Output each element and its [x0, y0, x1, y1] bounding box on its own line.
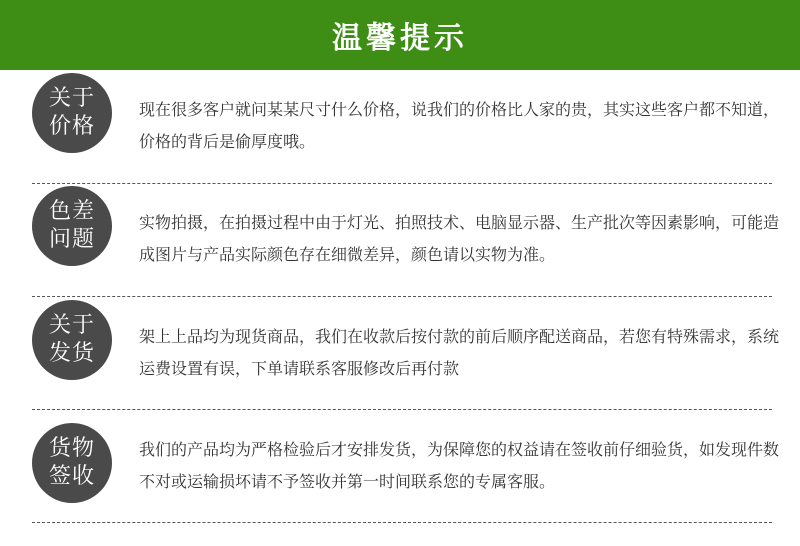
section-text-color-difference: 实物拍摄，在拍摄过程中由于灯光、拍照技术、电脑显示器、生产批次等因素影响，可能造成图片与产品实际颜色存在细微差异，颜色请以实物为准。: [139, 213, 780, 264]
page-title: 温馨提示: [332, 21, 468, 56]
badge-line: 价格: [48, 114, 95, 139]
badge-line: 色差: [48, 199, 95, 224]
badge-line: 签收: [48, 464, 95, 489]
badge-line: 关于: [48, 86, 95, 111]
badge-shipping: [32, 300, 112, 380]
divider: [32, 409, 772, 410]
badge-color-difference: [32, 186, 112, 266]
divider: [32, 183, 772, 184]
divider: [32, 522, 772, 523]
section-text-receipt: 我们的产品均为严格检验后才安排发货，为保障您的权益请在签收前仔细验货，如发现件数不对或运输损坏请不予签收并第一时间联系您的专属客服。: [139, 440, 780, 491]
section-text-price: 现在很多客户就问某某尺寸什么价格，说我们的价格比人家的贵，其实这些客户都不知道，价格的背后是偷厚度哦。: [139, 100, 780, 151]
badge-line: 问题: [48, 227, 95, 252]
badge-receipt: [32, 423, 112, 503]
badge-line: 发货: [48, 341, 95, 366]
header-banner: [0, 0, 800, 70]
badge-line: 关于: [48, 313, 95, 338]
section-text-shipping: 架上上品均为现货商品，我们在收款后按付款的前后顺序配送商品，若您有特殊需求，系统运费设置有误，下单请联系客服修改后再付款: [139, 327, 780, 378]
divider: [32, 296, 772, 297]
badge-price: [32, 73, 112, 153]
badge-line: 货物: [48, 436, 95, 461]
